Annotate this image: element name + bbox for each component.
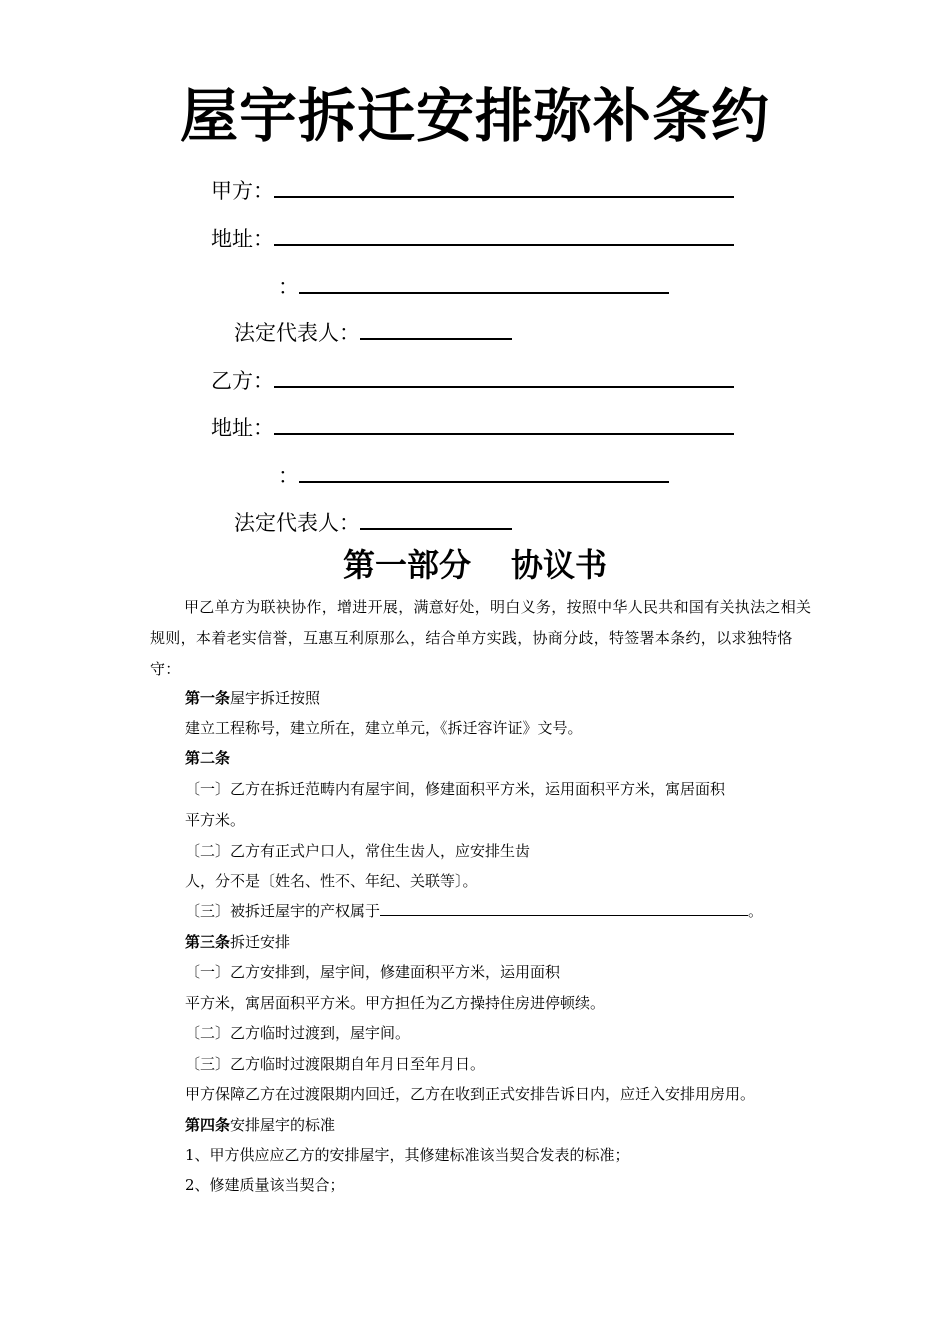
party-a-label: 甲方： [211,179,274,203]
party-a-rep-blank[interactable] [360,318,512,340]
clause-heading: 第二条 [185,749,231,767]
party-b-rep-label: 法定代表人： [234,511,360,535]
clause-line [185,686,320,710]
clause-line [185,808,245,832]
section-heading [0,543,950,587]
clause-line [185,1143,630,1167]
clause-line [185,869,478,893]
clause-text: 安排屋宇的标准 [230,1116,336,1134]
party-b-rep-blank[interactable] [360,508,512,530]
party-b-address-label: 地址： [211,416,274,440]
party-a-blank[interactable] [274,176,734,198]
clause-line [185,1082,755,1106]
clause-line [185,839,530,863]
party-a-address-blank[interactable] [274,224,734,246]
clause-text: 〔三〕乙方临时过渡限期自年月日至年月日。 [185,1055,486,1073]
section-title-right: 协议书 [511,546,608,584]
clause-line [185,960,560,984]
clause-line [185,716,583,740]
party-a-rep-label: 法定代表人： [234,321,360,345]
document-title: 屋宇拆迁安排弥补条约 [179,82,770,150]
section-title-left: 第一部分 [342,546,471,584]
party-b-rep-field [234,508,512,537]
party-b-extra-label: ： [278,464,299,488]
party-a-extra-label: ： [278,275,299,299]
clause-line [185,930,290,954]
clause-text: 2、修建质量该当契合； [185,1176,345,1194]
clause-text: 屋宇拆迁按照 [230,689,321,707]
clause-text: 〔三〕被拆迁屋宇的产权属于 [185,902,381,920]
party-b-blank[interactable] [274,366,734,388]
clause-heading: 第四条 [185,1116,231,1134]
party-a-extra-blank[interactable] [299,272,669,294]
intro-paragraph: 甲乙单方为联袂协作，增进开展，满意好处，明白义务，按照中华人民共和国有关执法之相关规则，本着老实信誉，互惠互利原那么，结合单方实践，协商分歧，特签署本条约，以求独特恪守： [150,598,812,678]
clause-text: 平方米，寓居面积平方米。甲方担任为乙方操持住房进停顿续。 [185,994,606,1012]
clause-line [185,1052,485,1076]
party-b-address-blank[interactable] [274,413,734,435]
clause-text-end: 。 [748,902,764,920]
clause-heading: 第三条 [185,933,231,951]
clause-text: 建立工程称号，建立所在，建立单元，《拆迁容许证》文号。 [185,719,583,737]
clause-text: 人，分不是〔姓名、性不、年纪、关联等〕。 [185,872,478,890]
clause-text: 平方米。 [185,811,246,829]
clause-line [185,991,605,1015]
party-b-address-field [211,413,734,442]
party-a-address-label: 地址： [211,227,274,251]
party-b-extra-blank[interactable] [299,461,669,483]
clause-text: 甲方保障乙方在过渡限期内回迁，乙方在收到正式安排告诉日内，应迁入安排用房用。 [185,1085,756,1103]
clause-line [185,777,725,801]
clause-heading: 第一条 [185,689,231,707]
clause-text: 〔二〕乙方临时过渡到，屋宇间。 [185,1024,411,1042]
clause-line [185,1113,335,1137]
clause-line [185,1021,410,1045]
party-a-field [211,176,734,205]
party-a-rep-field [234,318,512,347]
clause-text: 1、甲方供应应乙方的安排屋宇，其修建标准该当契合发表的标准； [185,1146,630,1164]
party-a-extra-field [278,272,669,301]
clause-text: 〔一〕乙方安排到，屋宇间，修建面积平方米，运用面积 [185,963,561,981]
party-b-extra-field [278,461,669,490]
party-a-address-field [211,224,734,253]
clause-text: 〔一〕乙方在拆迁范畴内有屋宇间，修建面积平方米，运用面积平方米，寓居面积 [185,780,726,798]
clause-line [185,899,763,923]
party-b-label: 乙方： [211,369,274,393]
ownership-blank[interactable] [380,900,748,916]
clause-text: 拆迁安排 [230,933,291,951]
party-b-field [211,366,734,395]
clause-line [185,746,230,770]
clause-line [185,1173,345,1197]
clause-text: 〔二〕乙方有正式户口人，常住生齿人，应安排生齿 [185,842,531,860]
